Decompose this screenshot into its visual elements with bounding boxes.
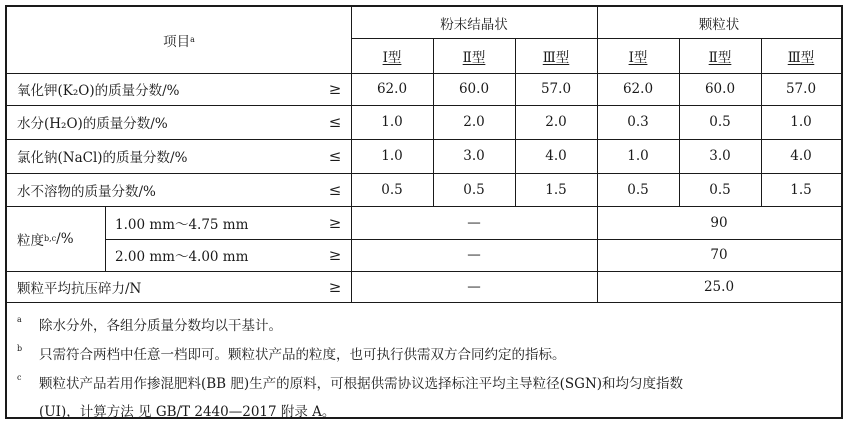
type-header: Ⅱ型 xyxy=(462,49,486,66)
type-header: Ⅲ型 xyxy=(542,49,570,66)
footnote-mark xyxy=(17,400,39,420)
spec-table xyxy=(5,5,843,419)
table-cell: 0.5 xyxy=(381,181,403,198)
table-cell: 60.0 xyxy=(458,81,490,97)
table-cell: 0.5 xyxy=(709,114,731,130)
footnote-mark: b xyxy=(17,344,23,353)
footnote-text: 只需符合两档中任意一档即可。颗粒状产品的粒度，也可执行供需双方合同约定的指标。 xyxy=(39,347,566,363)
footnote xyxy=(17,343,566,363)
table-cell: 2.0 xyxy=(545,114,567,130)
granularity-label: 粒度 b,c /% xyxy=(17,230,74,249)
footnote-mark: c xyxy=(17,373,22,382)
table-cell: 0.5 xyxy=(627,181,649,198)
type-header: Ⅰ型 xyxy=(382,49,402,66)
table-cell: 25.0 xyxy=(703,278,735,295)
table-cell: 3.0 xyxy=(463,148,485,164)
table-cell: 4.0 xyxy=(545,148,567,164)
table-cell: — xyxy=(467,278,481,295)
type-header: Ⅱ型 xyxy=(708,49,732,66)
table-cell: 62.0 xyxy=(622,81,654,97)
granularity-range: 1.00 mm～4.75 mm xyxy=(115,216,249,233)
table-cell: 2.0 xyxy=(463,114,485,130)
table-cell: 1.0 xyxy=(627,148,649,164)
table-cell: 4.0 xyxy=(790,148,812,164)
type-header: Ⅰ型 xyxy=(628,49,648,66)
footnote xyxy=(17,400,335,420)
granularity-range: 2.00 mm～4.00 mm xyxy=(115,249,249,265)
table-cell: 1.5 xyxy=(545,181,567,198)
table-cell: 90 xyxy=(710,214,728,231)
table-cell: 0.5 xyxy=(709,181,731,198)
table-cell: 57.0 xyxy=(785,81,817,97)
row-label-moisture: 水分(H₂O)的质量分数/% xyxy=(17,116,168,132)
group-granular-header: 颗粒状 xyxy=(698,16,740,33)
comparison-symbol: ≤ xyxy=(328,147,342,165)
table-cell: 1.0 xyxy=(790,114,812,130)
comparison-symbol: ≥ xyxy=(328,80,342,98)
table-cell: — xyxy=(467,214,481,231)
table-cell: — xyxy=(467,247,481,263)
item-header: 项目 a xyxy=(7,7,351,73)
footnote xyxy=(17,314,282,334)
table-cell: 1.0 xyxy=(381,148,403,164)
comparison-symbol: ≤ xyxy=(328,113,342,131)
comparison-symbol: ≥ xyxy=(328,213,342,232)
footnote-text: (UI)，计算方法 见 GB/T 2440—2017 附录 A。 xyxy=(39,404,336,420)
comparison-symbol: ≥ xyxy=(328,277,342,296)
table-cell: 0.3 xyxy=(627,114,649,130)
table-cell: 1.5 xyxy=(790,181,812,198)
footnote-text: 除水分外，各组分质量分数均以干基计。 xyxy=(39,318,282,334)
footnote xyxy=(17,372,683,392)
comparison-symbol: ≤ xyxy=(328,180,342,199)
table-cell: 70 xyxy=(710,247,728,263)
table-cell: 0.5 xyxy=(463,181,485,198)
type-header: Ⅲ型 xyxy=(787,49,815,66)
row-label-crush-strength: 颗粒平均抗压碎力/N xyxy=(17,280,142,297)
table-cell: 60.0 xyxy=(704,81,736,97)
table-cell: 62.0 xyxy=(376,81,408,97)
table-cell: 3.0 xyxy=(709,148,731,164)
row-label-insolubles: 水不溶物的质量分数/% xyxy=(17,183,156,200)
footnote-mark: a xyxy=(17,315,22,324)
footnote-text: 颗粒状产品若用作掺混肥料(BB 肥)生产的原料，可根据供需协议选择标注平均主导粒径(SGN)和均匀度指数 xyxy=(39,376,684,392)
row-label-sodium-chloride: 氯化钠(NaCl)的质量分数/% xyxy=(17,150,188,166)
group-powder-header: 粉末结晶状 xyxy=(440,16,508,33)
table-cell: 1.0 xyxy=(381,114,403,130)
row-label-potassium-oxide: 氧化钾(K₂O)的质量分数/% xyxy=(17,83,180,99)
table-cell: 57.0 xyxy=(540,81,572,97)
item-header-label: 项目 xyxy=(163,34,191,50)
comparison-symbol: ≥ xyxy=(328,246,342,264)
